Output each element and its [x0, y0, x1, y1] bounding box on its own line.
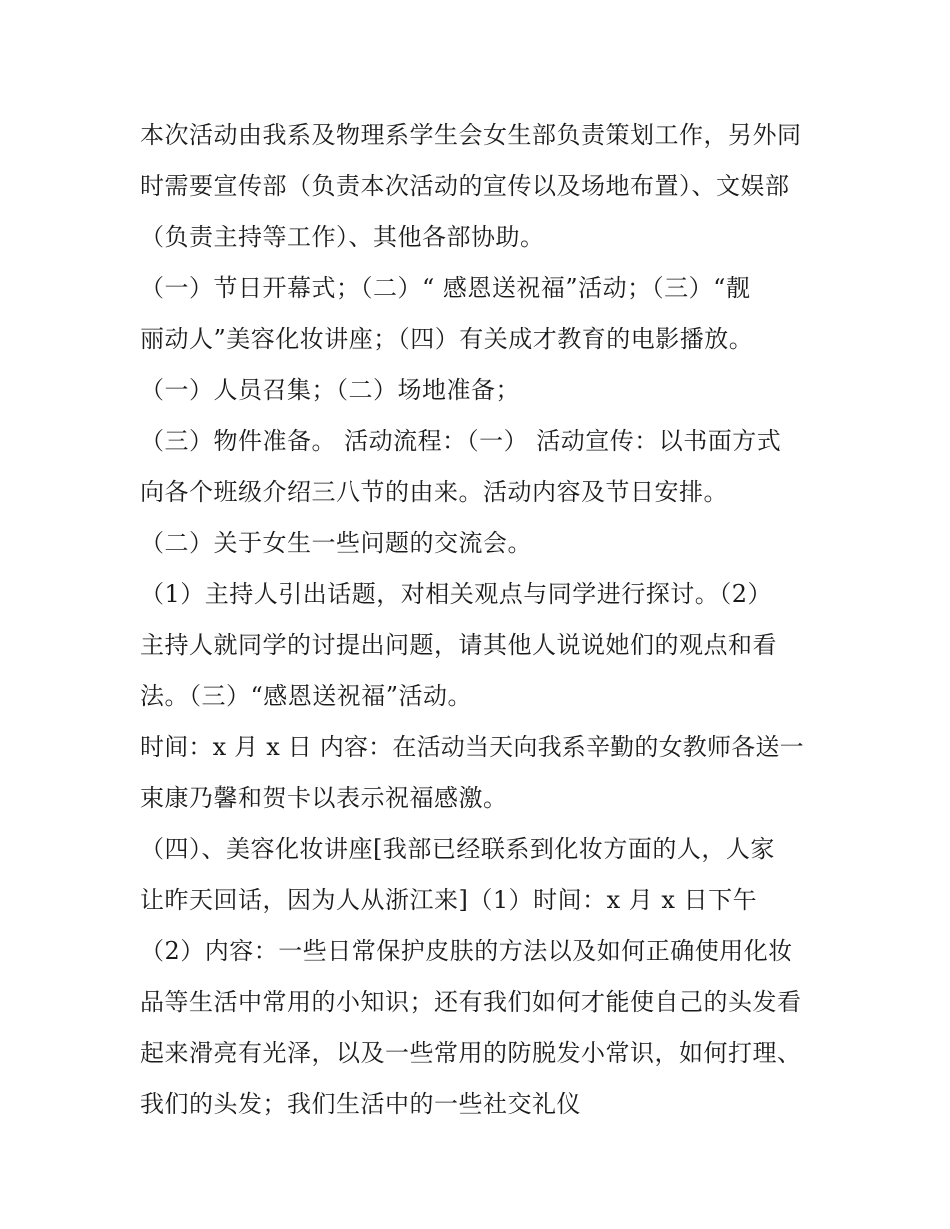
text-line: 起来滑亮有光泽，以及一些常用的防脱发小常识，如何打理、 [140, 1039, 802, 1067]
text-line: 向各个班级介绍三八节的由来。活动内容及节日安排。 [140, 478, 728, 506]
text-line: （一）人员召集；（二）场地准备； [140, 376, 520, 404]
document-body [140, 110, 820, 1130]
text-line: （2）内容：一些日常保护皮肤的方法以及如何正确使用化妆 [140, 937, 793, 965]
text-line: 品等生活中常用的小知识；还有我们如何才能使自己的头发看 [140, 988, 802, 1016]
text-line: 法。（三）“感恩送祝福”活动。 [140, 682, 473, 710]
text-line: （二）关于女生一些问题的交流会。 [140, 529, 532, 557]
text-line: 丽动人”美容化妆讲座；（四）有关成才教育的电影播放。 [140, 325, 754, 353]
text-line: 时间：x 月 x 日 内容：在活动当天向我系辛勤的女教师各送一 [140, 733, 804, 761]
text-line: 我们的头发；我们生活中的一些社交礼仪 [140, 1090, 581, 1118]
text-line: （三）物件准备。 活动流程：（一） 活动宣传：以书面方式 [140, 427, 782, 455]
text-line: （四）、美容化妆讲座[我部已经联系到化妆方面的人，人家 [140, 835, 775, 863]
text-line: 束康乃馨和贺卡以表示祝福感激。 [140, 784, 508, 812]
text-line: （一）节日开幕式；（二）“ 感恩送祝福”活动；（三）“靓 [140, 274, 751, 302]
text-line: （1）主持人引出话题，对相关观点与同学进行探讨。（2） [140, 580, 773, 608]
text-line: （负责主持等工作）、其他各部协助。 [140, 223, 545, 251]
text-line: 本次活动由我系及物理系学生会女生部负责策划工作，另外同 [140, 121, 802, 149]
text-line: 时需要宣传部（负责本次活动的宣传以及场地布置）、文娱部 [140, 172, 790, 200]
text-line: 主持人就同学的讨提出问题，请其他人说说她们的观点和看 [140, 631, 777, 659]
text-line: 让昨天回话，因为人从浙江来]（1）时间：x 月 x 日下午 [140, 886, 758, 914]
